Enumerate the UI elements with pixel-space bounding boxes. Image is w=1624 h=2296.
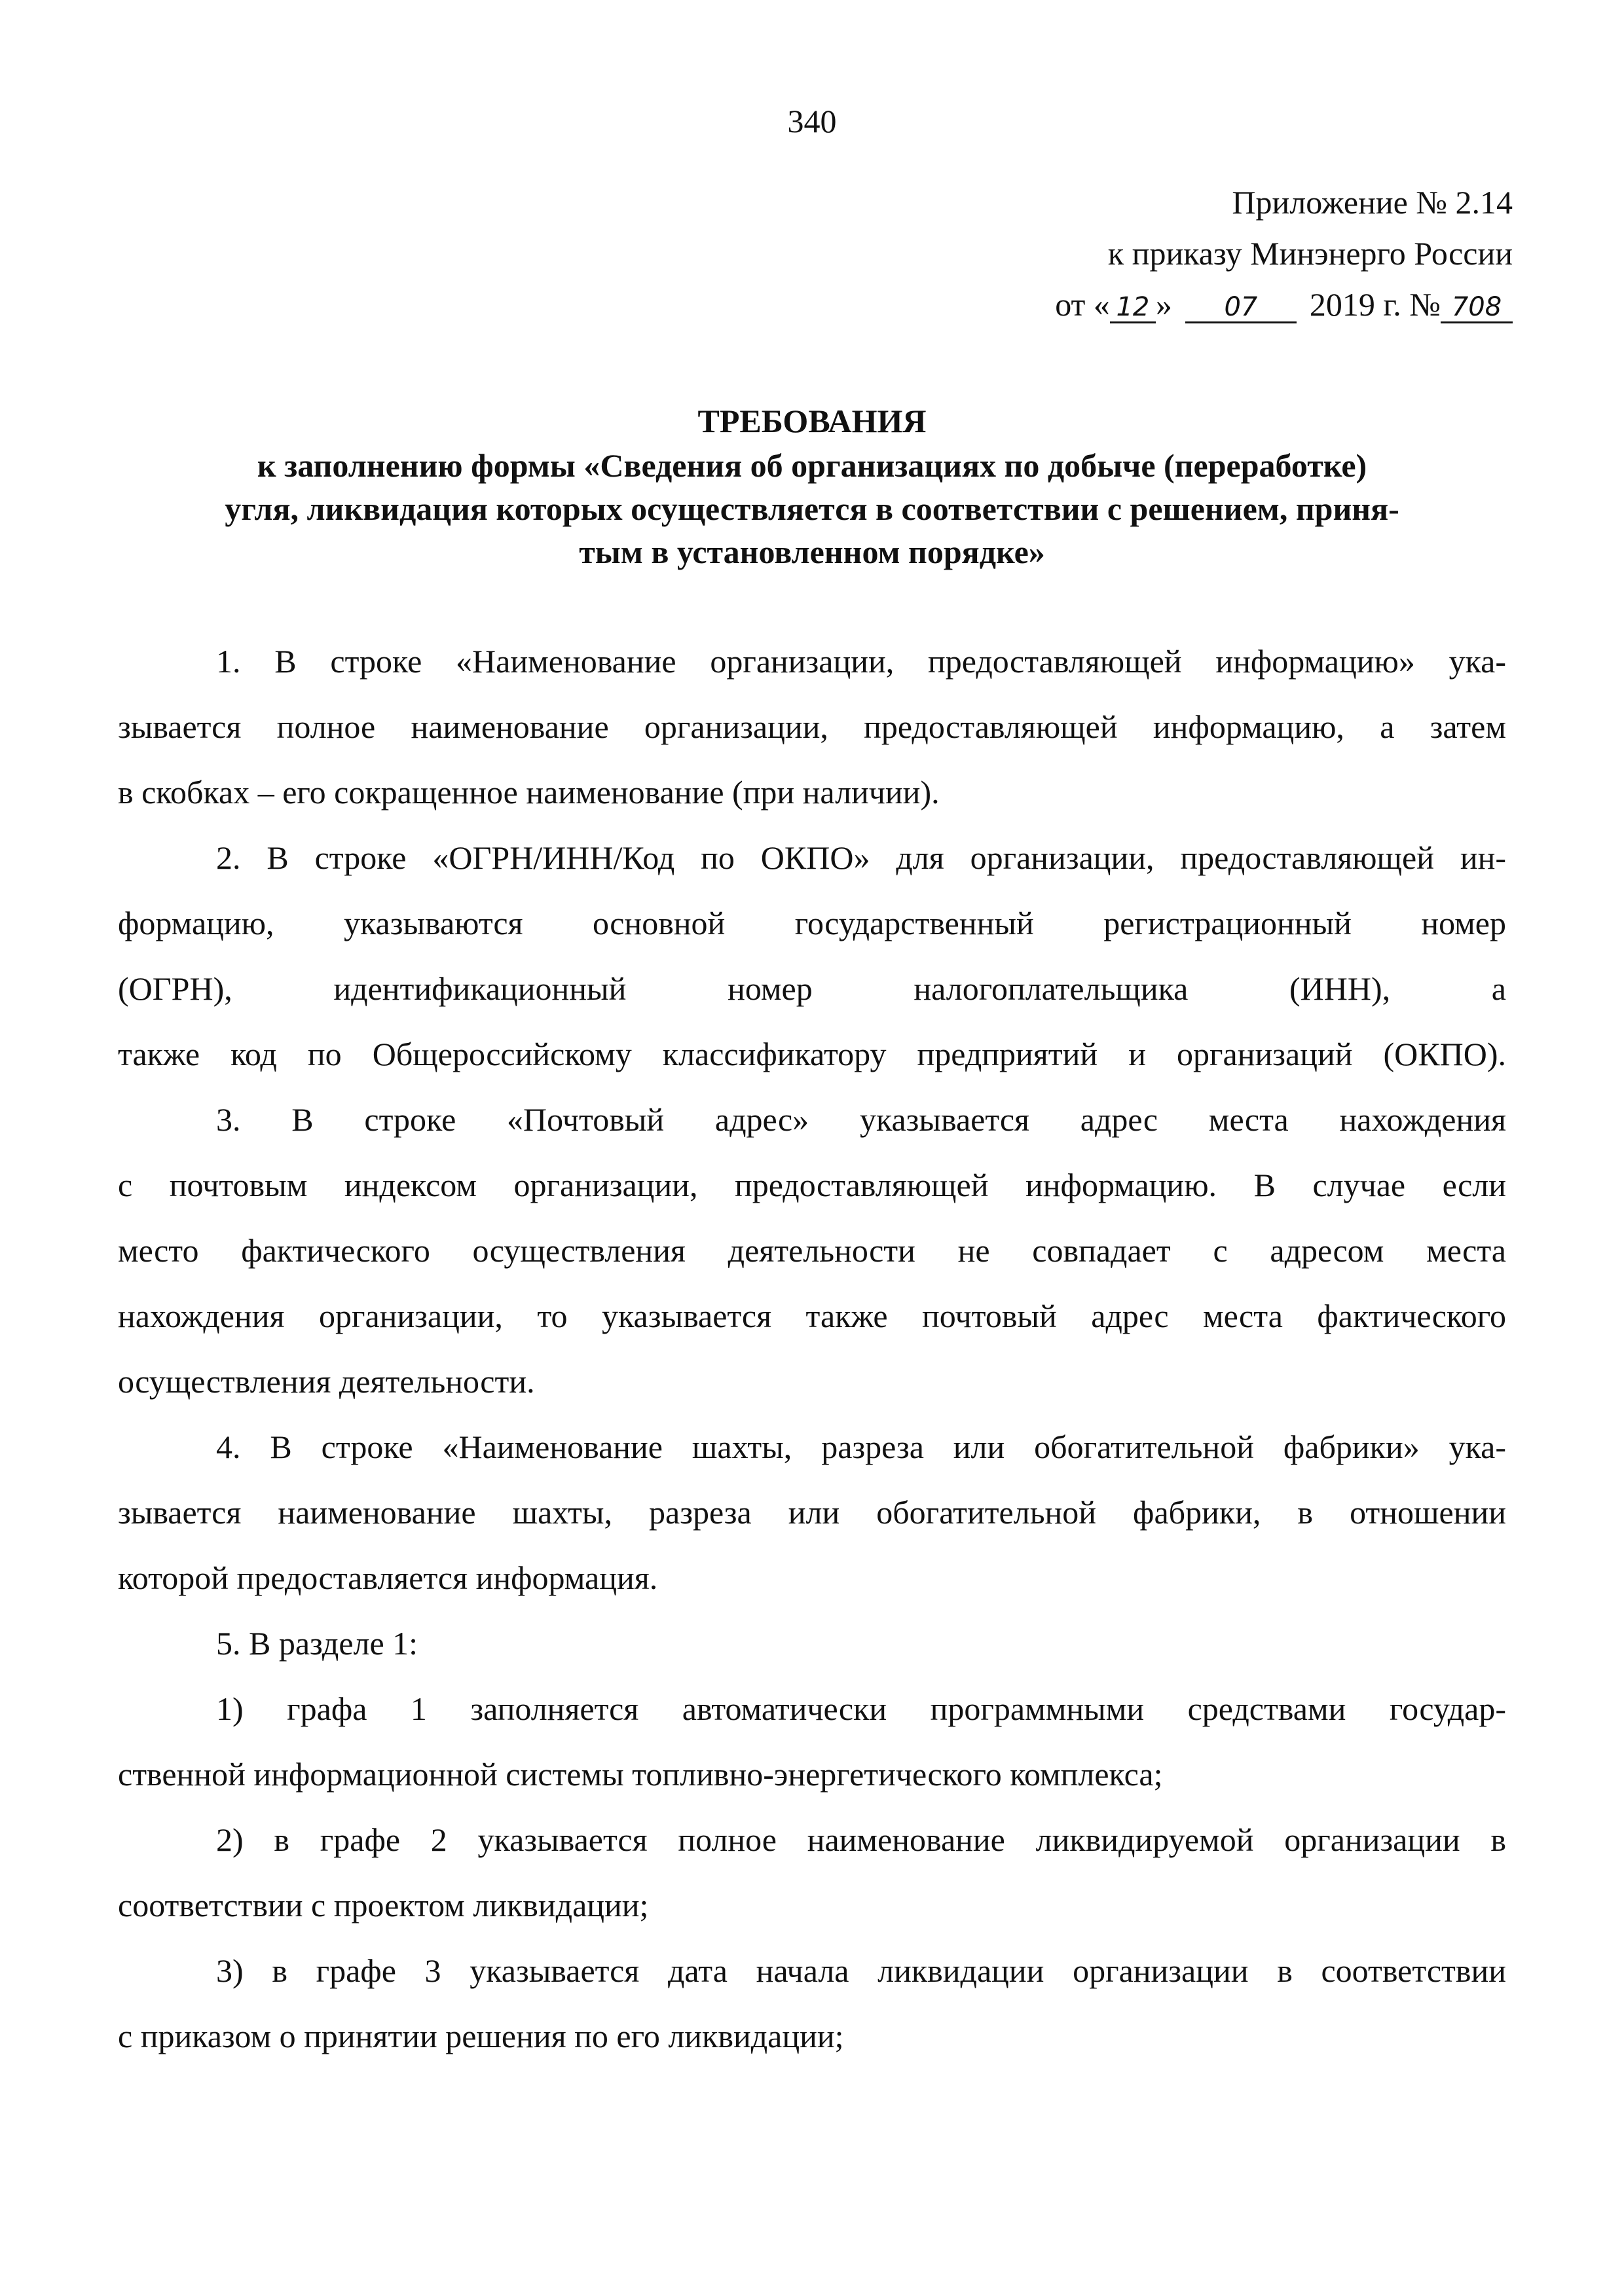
body-line: в скобках – его сокращенное наименование (при наличии).	[118, 774, 940, 811]
appendix-date-line	[969, 279, 1513, 330]
body-line: осуществления деятельности.	[118, 1363, 535, 1400]
body-line: соответствии с проектом ликвидации;	[118, 1887, 649, 1923]
body-line: ственной информационной системы топливно-энергетического комплекса;	[118, 1756, 1163, 1793]
body-line: нахождения организации, то указывается также почтовый адрес места фактического	[118, 1298, 1506, 1334]
body-line: (ОГРН), идентификационный номер налогоплательщика (ИНН), а	[118, 970, 1506, 1007]
appendix-number: Приложение № 2.14	[1232, 184, 1513, 221]
date-mid: »	[1155, 286, 1172, 323]
date-year: 2019 г. №	[1309, 286, 1441, 323]
body-line: место фактического осуществления деятельности не совпадает с адресом места	[118, 1232, 1506, 1269]
document-title	[111, 399, 1513, 574]
date-prefix: от «	[1055, 286, 1110, 323]
appendix-order-ref: к приказу Минэнерго России	[1107, 235, 1513, 272]
body-line: 1) графа 1 заполняется автоматически программными средствами государ-	[216, 1690, 1506, 1727]
title-subline: тым в установленном порядке»	[579, 534, 1045, 570]
body-line: формацию, указываются основной государственный регистрационный номер	[118, 905, 1506, 941]
title-subline: к заполнению формы «Сведения об организациях по добыче (переработке)	[257, 447, 1367, 484]
appendix-header	[969, 177, 1513, 330]
body-line: которой предоставляется информация.	[118, 1559, 658, 1596]
body-line: с почтовым индексом организации, предоставляющей информацию. В случае если	[118, 1167, 1506, 1203]
body-line: зывается полное наименование организации, предоставляющей информацию, а затем	[118, 708, 1506, 745]
body-line: 2) в графе 2 указывается полное наименование ликвидируемой организации в	[216, 1821, 1506, 1858]
body-line: зывается наименование шахты, разреза или обогатительной фабрики, в отношении	[118, 1494, 1506, 1531]
handwritten-day: 12	[1110, 293, 1156, 323]
body-line: 3) в графе 3 указывается дата начала ликвидации организации в соответствии	[216, 1952, 1506, 1989]
handwritten-order-number: 708	[1441, 293, 1513, 323]
title-subline: угля, ликвидация которых осуществляется в соответствии с решением, приня-	[225, 490, 1399, 527]
body-line: 4. В строке «Наименование шахты, разреза или обогатительной фабрики» ука-	[216, 1429, 1506, 1465]
handwritten-month: 07	[1185, 293, 1297, 323]
title-main: ТРЕБОВАНИЯ	[697, 403, 927, 439]
body-line: 2. В строке «ОГРН/ИНН/Код по ОКПО» для организации, предоставляющей ин-	[216, 839, 1506, 876]
body-line: 1. В строке «Наименование организации, предоставляющей информацию» ука-	[216, 643, 1506, 680]
body-line: 5. В разделе 1:	[216, 1625, 418, 1662]
body-line: 3. В строке «Почтовый адрес» указывается адрес места нахождения	[216, 1101, 1506, 1138]
document-body	[118, 629, 1506, 2069]
body-line: также код по Общероссийскому классификатору предприятий и организаций (ОКПО).	[118, 1036, 1506, 1072]
page-number: 340	[787, 103, 837, 139]
body-line: с приказом о принятии решения по его ликвидации;	[118, 2018, 844, 2054]
